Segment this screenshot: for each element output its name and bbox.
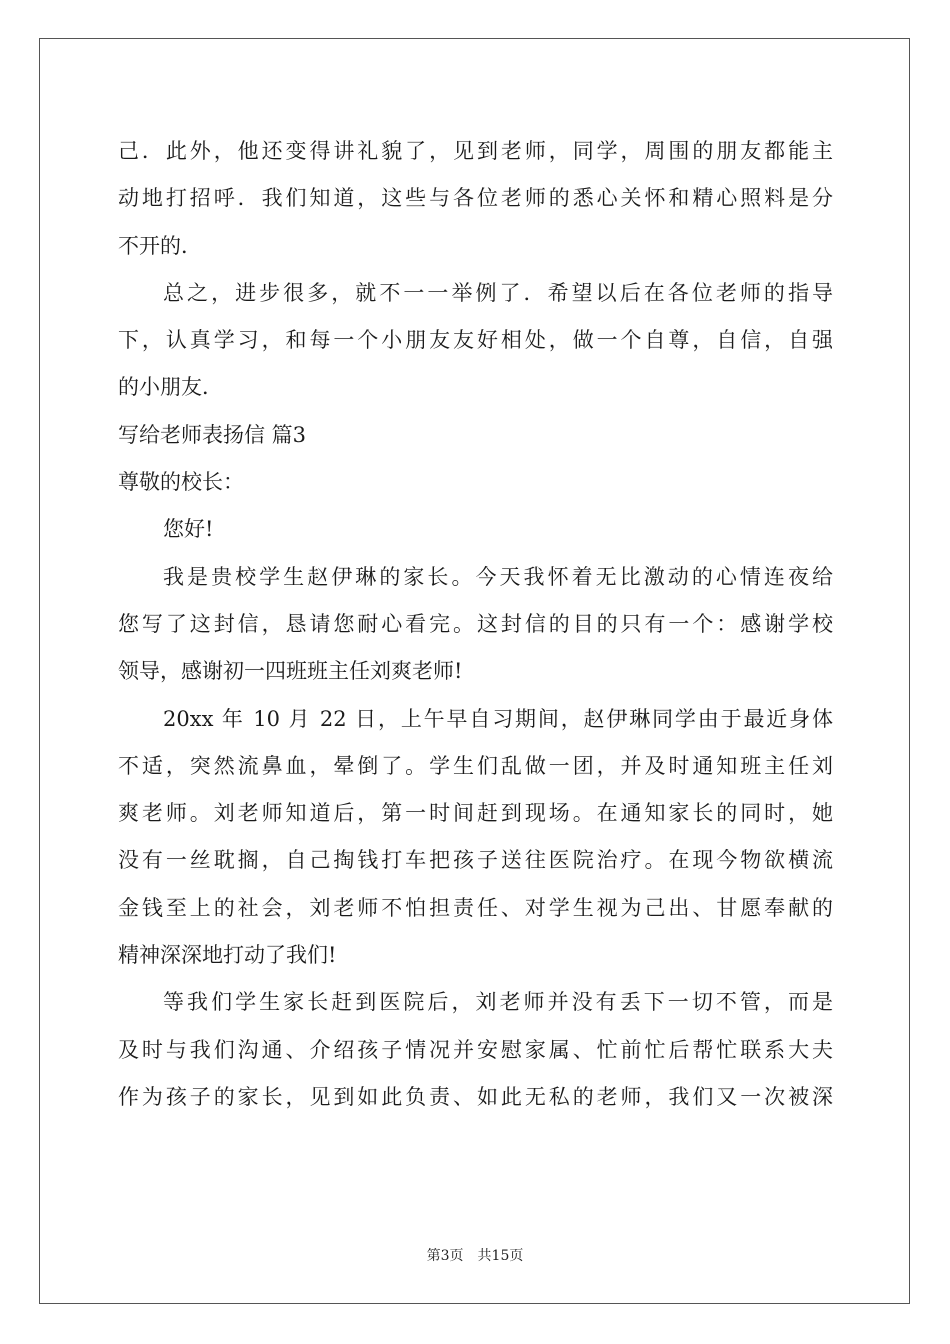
text-line: 的小朋友． <box>118 375 223 400</box>
paragraph-start: 等我们学生家长赶到医院后，刘老师并没有丢下一切不管，而是 <box>163 990 833 1015</box>
salutation: 尊敬的校长： <box>118 470 244 495</box>
text-line: 不适，突然流鼻血，晕倒了。学生们乱做一团，并及时通知班主任刘 <box>118 753 833 778</box>
document-body <box>118 128 833 1121</box>
text-line: 爽老师。刘老师知道后，第一时间赶到现场。在通知家长的同时，她 <box>118 801 833 826</box>
text-line: 没有一丝耽搁，自己掏钱打车把孩子送往医院治疗。在现今物欲横流 <box>118 848 833 873</box>
text-line: 动地打招呼．我们知道，这些与各位老师的悉心关怀和精心照料是分 <box>118 186 833 211</box>
text-line: 您写了这封信，恳请您耐心看完。这封信的目的只有一个：感谢学校 <box>118 611 833 636</box>
paragraph-start: 我是贵校学生赵伊琳的家长。今天我怀着无比激动的心情连夜给 <box>163 564 833 589</box>
text-line: 下，认真学习，和每一个小朋友友好相处，做一个自尊，自信，自强 <box>118 328 833 353</box>
text-line: 金钱至上的社会，刘老师不怕担责任、对学生视为己出、甘愿奉献的 <box>118 895 833 920</box>
text-line: 领导，感谢初一四班班主任刘爽老师! <box>118 659 463 684</box>
paragraph-start: 20xx 年 10 月 22 日，上午早自习期间，赵伊琳同学由于最近身体 <box>163 706 833 731</box>
text-line: 及时与我们沟通、介绍孩子情况并安慰家属、忙前忙后帮忙联系大夫 <box>118 1037 833 1062</box>
section-heading: 写给老师表扬信 篇3 <box>118 422 307 447</box>
paragraph-start: 总之，进步很多，就不一一举例了．希望以后在各位老师的指导 <box>163 280 833 305</box>
text-line: 己．此外，他还变得讲礼貌了，见到老师，同学，周围的朋友都能主 <box>118 139 833 163</box>
text-line: 不开的． <box>118 233 202 258</box>
greeting: 您好! <box>163 517 214 542</box>
page-number-footer: 第3页 共15页 <box>426 1248 524 1264</box>
text-line: 精神深深地打动了我们! <box>118 943 337 968</box>
text-line: 作为孩子的家长，见到如此负责、如此无私的老师，我们又一次被深 <box>118 1084 833 1109</box>
